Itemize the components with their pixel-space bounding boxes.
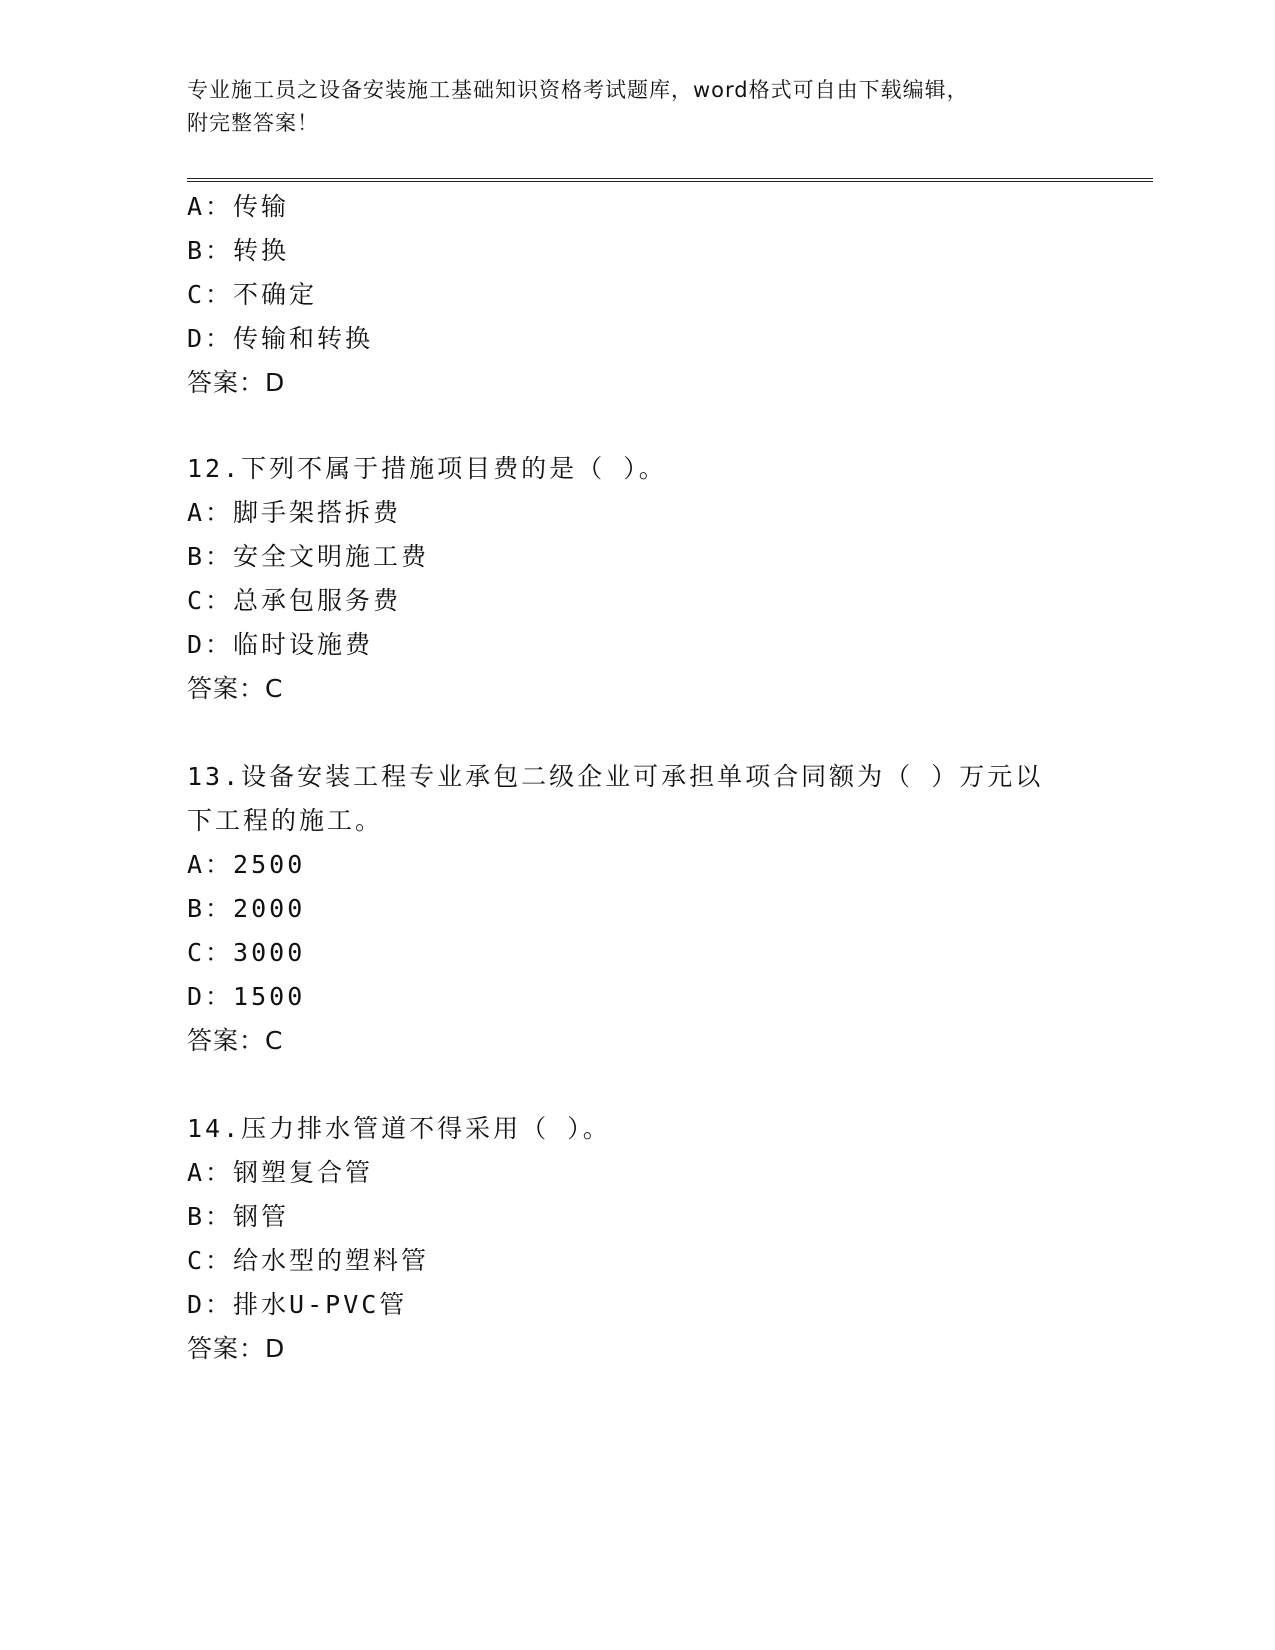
document-header bbox=[187, 74, 1067, 140]
q12-option-c: C：总承包服务费 bbox=[187, 586, 402, 615]
q12-answer: 答案：C bbox=[187, 674, 284, 703]
q13-answer: 答案：C bbox=[187, 1026, 284, 1055]
q14-option-b: B：钢管 bbox=[187, 1202, 290, 1231]
q14-stem: 14.压力排水管道不得采用（ ）。 bbox=[187, 1114, 611, 1143]
q12-option-b: B：安全文明施工费 bbox=[187, 542, 430, 571]
q11-option-a: A：传输 bbox=[187, 192, 290, 221]
q13-stem-line-2: 下工程的施工。 bbox=[187, 806, 384, 835]
header-line-1: 专业施工员之设备安装施工基础知识资格考试题库，word格式可自由下载编辑， bbox=[187, 78, 969, 102]
q13-stem-line-1: 13.设备安装工程专业承包二级企业可承担单项合同额为（ ）万元以 bbox=[187, 762, 1044, 791]
header-divider bbox=[187, 178, 1153, 182]
q11-option-d: D：传输和转换 bbox=[187, 324, 374, 353]
q11-option-c: C：不确定 bbox=[187, 280, 318, 309]
q11-option-b: B：转换 bbox=[187, 236, 290, 265]
q12-option-a: A：脚手架搭拆费 bbox=[187, 498, 402, 527]
q13-option-d: D：1500 bbox=[187, 982, 306, 1011]
q14-option-c: C：给水型的塑料管 bbox=[187, 1246, 430, 1275]
q12-stem: 12.下列不属于措施项目费的是（ ）。 bbox=[187, 454, 667, 483]
q11-answer: 答案：D bbox=[187, 368, 286, 397]
q13-option-c: C：3000 bbox=[187, 938, 306, 967]
q12-option-d: D：临时设施费 bbox=[187, 630, 374, 659]
q13-option-b: B：2000 bbox=[187, 894, 306, 923]
q14-answer: 答案：D bbox=[187, 1334, 286, 1363]
header-line-2: 附完整答案！ bbox=[187, 111, 319, 135]
q13-option-a: A：2500 bbox=[187, 850, 306, 879]
q14-option-a: A：钢塑复合管 bbox=[187, 1158, 374, 1187]
q14-option-d: D：排水U-PVC管 bbox=[187, 1290, 408, 1319]
